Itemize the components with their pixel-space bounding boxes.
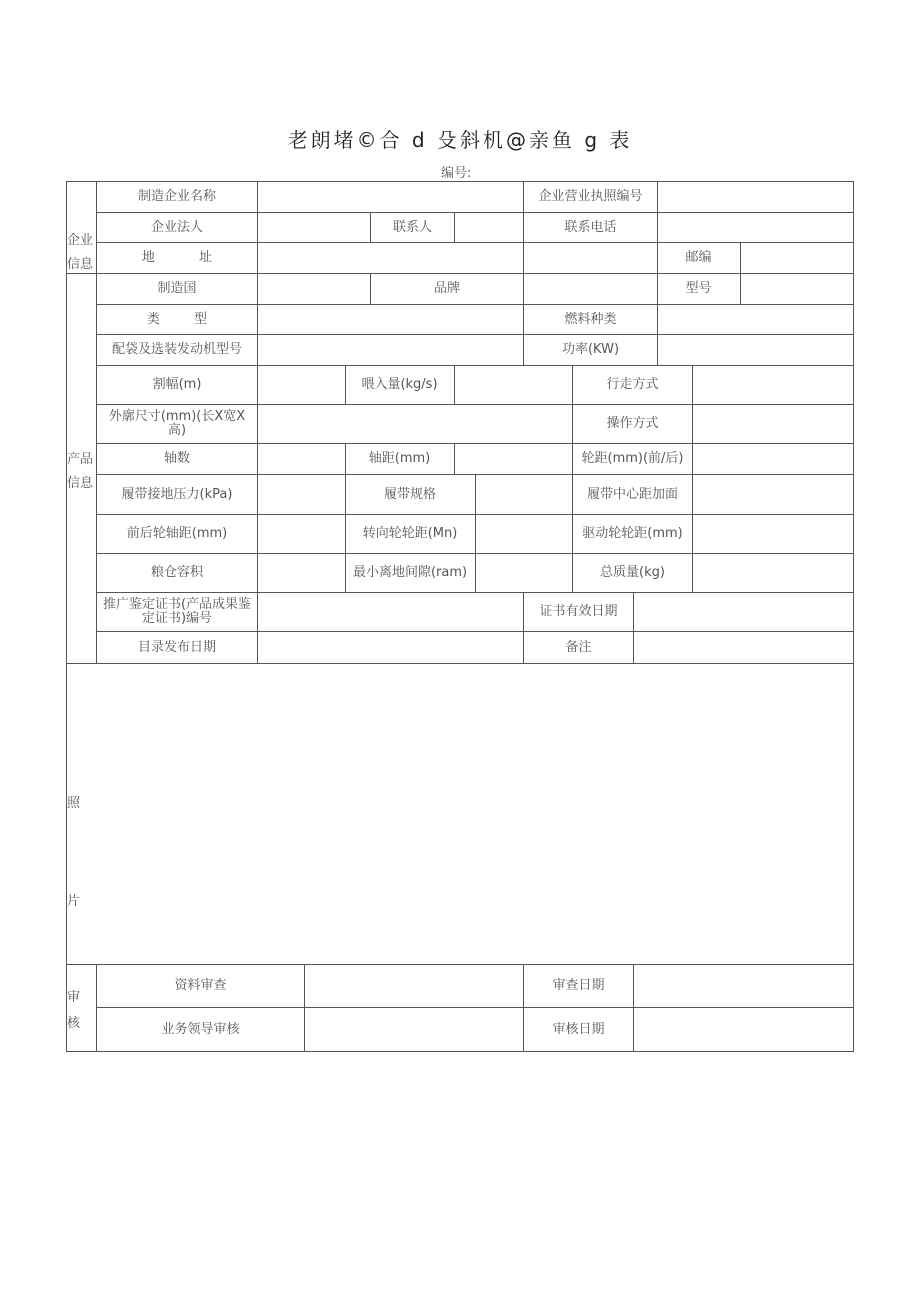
label-fr-wheelbase: 前后轮轴距(mm) — [126, 526, 228, 541]
value-review-date[interactable] — [634, 965, 853, 1007]
section-product-label — [67, 448, 97, 496]
grid-line — [454, 443, 455, 474]
label-track-pressure: 履带接地压力(kPa) — [121, 486, 233, 502]
grid-line — [475, 474, 476, 592]
grid-line — [633, 592, 634, 663]
value-address[interactable] — [258, 243, 656, 273]
grid-line — [692, 365, 693, 592]
label-ground-clearance: 最小离地间隙(ram) — [352, 565, 468, 580]
label-axles: 轴数 — [163, 451, 190, 466]
label-steer-track: 转向轮轮距(Mn) — [362, 526, 458, 541]
form-title: 老朗堵©合 d 殳斜机@亲鱼 g 表 — [287, 128, 633, 152]
label-postcode: 邮编 — [685, 250, 712, 265]
value-contact-person[interactable] — [455, 213, 523, 242]
value-legal-person[interactable] — [258, 213, 370, 242]
label-travel-mode: 行走方式 — [606, 377, 659, 392]
label-wheelbase: 轴距(mm) — [368, 451, 431, 466]
label-audit-date: 审核日期 — [552, 1021, 605, 1037]
label-contact-phone: 联系电话 — [564, 219, 617, 235]
grid-line — [454, 365, 455, 404]
label-track-center: 履带中心距加面 — [586, 486, 678, 502]
label-review-date: 审查日期 — [552, 978, 605, 993]
value-license-no[interactable] — [658, 182, 853, 212]
value-model[interactable] — [741, 274, 853, 304]
label-engine-model: 配袋及选装发动机型号 — [111, 342, 242, 357]
section-review-line2: 核 — [67, 1016, 81, 1031]
label-address: 地 址 — [141, 250, 213, 265]
label-track: 轮距(mm)(前/后) — [581, 451, 684, 466]
label-total-mass: 总质量(kg) — [600, 565, 665, 580]
label-license-no: 企业营业执照编号 — [538, 189, 643, 204]
section-company-line2: 信息 — [67, 257, 94, 272]
value-fuel[interactable] — [658, 305, 853, 334]
label-grain-tank: 粮仓容积 — [150, 565, 203, 580]
label-country: 制造国 — [157, 281, 197, 296]
value-brand[interactable] — [524, 274, 656, 304]
value-audit-date[interactable] — [634, 1008, 853, 1051]
photo-area[interactable] — [97, 664, 853, 964]
value-contact-phone[interactable] — [658, 213, 853, 242]
section-product-line1: 产品 — [67, 452, 94, 467]
label-remarks: 备注 — [565, 639, 592, 655]
label-operation-mode: 操作方式 — [606, 416, 659, 431]
label-model: 型号 — [685, 281, 712, 296]
label-type: 类 型 — [146, 311, 208, 327]
label-drive-track: 驱动轮轮距(mm) — [582, 526, 683, 541]
label-catalog-date: 目录发布日期 — [137, 639, 216, 655]
label-fuel: 燃料种类 — [564, 311, 617, 327]
label-contact-person: 联系人 — [392, 219, 432, 235]
value-country[interactable] — [258, 274, 370, 304]
label-dimensions: 外廓尺寸(mm)(长X宽X高) — [108, 409, 246, 438]
value-engine-model[interactable] — [258, 335, 523, 365]
section-product-line2: 信息 — [67, 476, 94, 491]
section-photo-line1: 照 — [67, 796, 81, 811]
section-company-line1: 企业 — [67, 233, 94, 248]
value-mfg-name[interactable] — [258, 182, 523, 212]
label-power: 功率(KW) — [561, 342, 620, 357]
label-cut-width: 割幅(m) — [152, 377, 202, 392]
section-company-label — [67, 229, 97, 277]
label-brand: 品牌 — [433, 281, 460, 296]
section-review-label — [67, 985, 97, 1037]
label-track-spec: 履带规格 — [383, 486, 436, 502]
value-type[interactable] — [258, 305, 523, 334]
value-power[interactable] — [658, 335, 853, 365]
value-leader-review[interactable] — [305, 1008, 523, 1051]
value-doc-review[interactable] — [305, 965, 523, 1007]
label-mfg-name: 制造企业名称 — [137, 189, 216, 204]
section-review-line1: 审 — [67, 990, 81, 1005]
label-feed-rate: 喂入量(kg/s) — [361, 377, 438, 392]
label-leader-review: 业务领导审核 — [161, 1021, 240, 1037]
label-doc-review: 资料审查 — [174, 978, 227, 993]
section-photo-label — [67, 755, 97, 951]
section-photo-line2: 片 — [67, 894, 81, 909]
value-postcode[interactable] — [741, 243, 853, 273]
label-cert-valid: 证书有效日期 — [539, 604, 618, 619]
label-legal-person: 企业法人 — [150, 219, 203, 235]
form-number-label: 编号: — [441, 166, 472, 181]
label-cert-no: 推广鉴定证书(产品成果鉴定证书)编号 — [102, 597, 252, 626]
